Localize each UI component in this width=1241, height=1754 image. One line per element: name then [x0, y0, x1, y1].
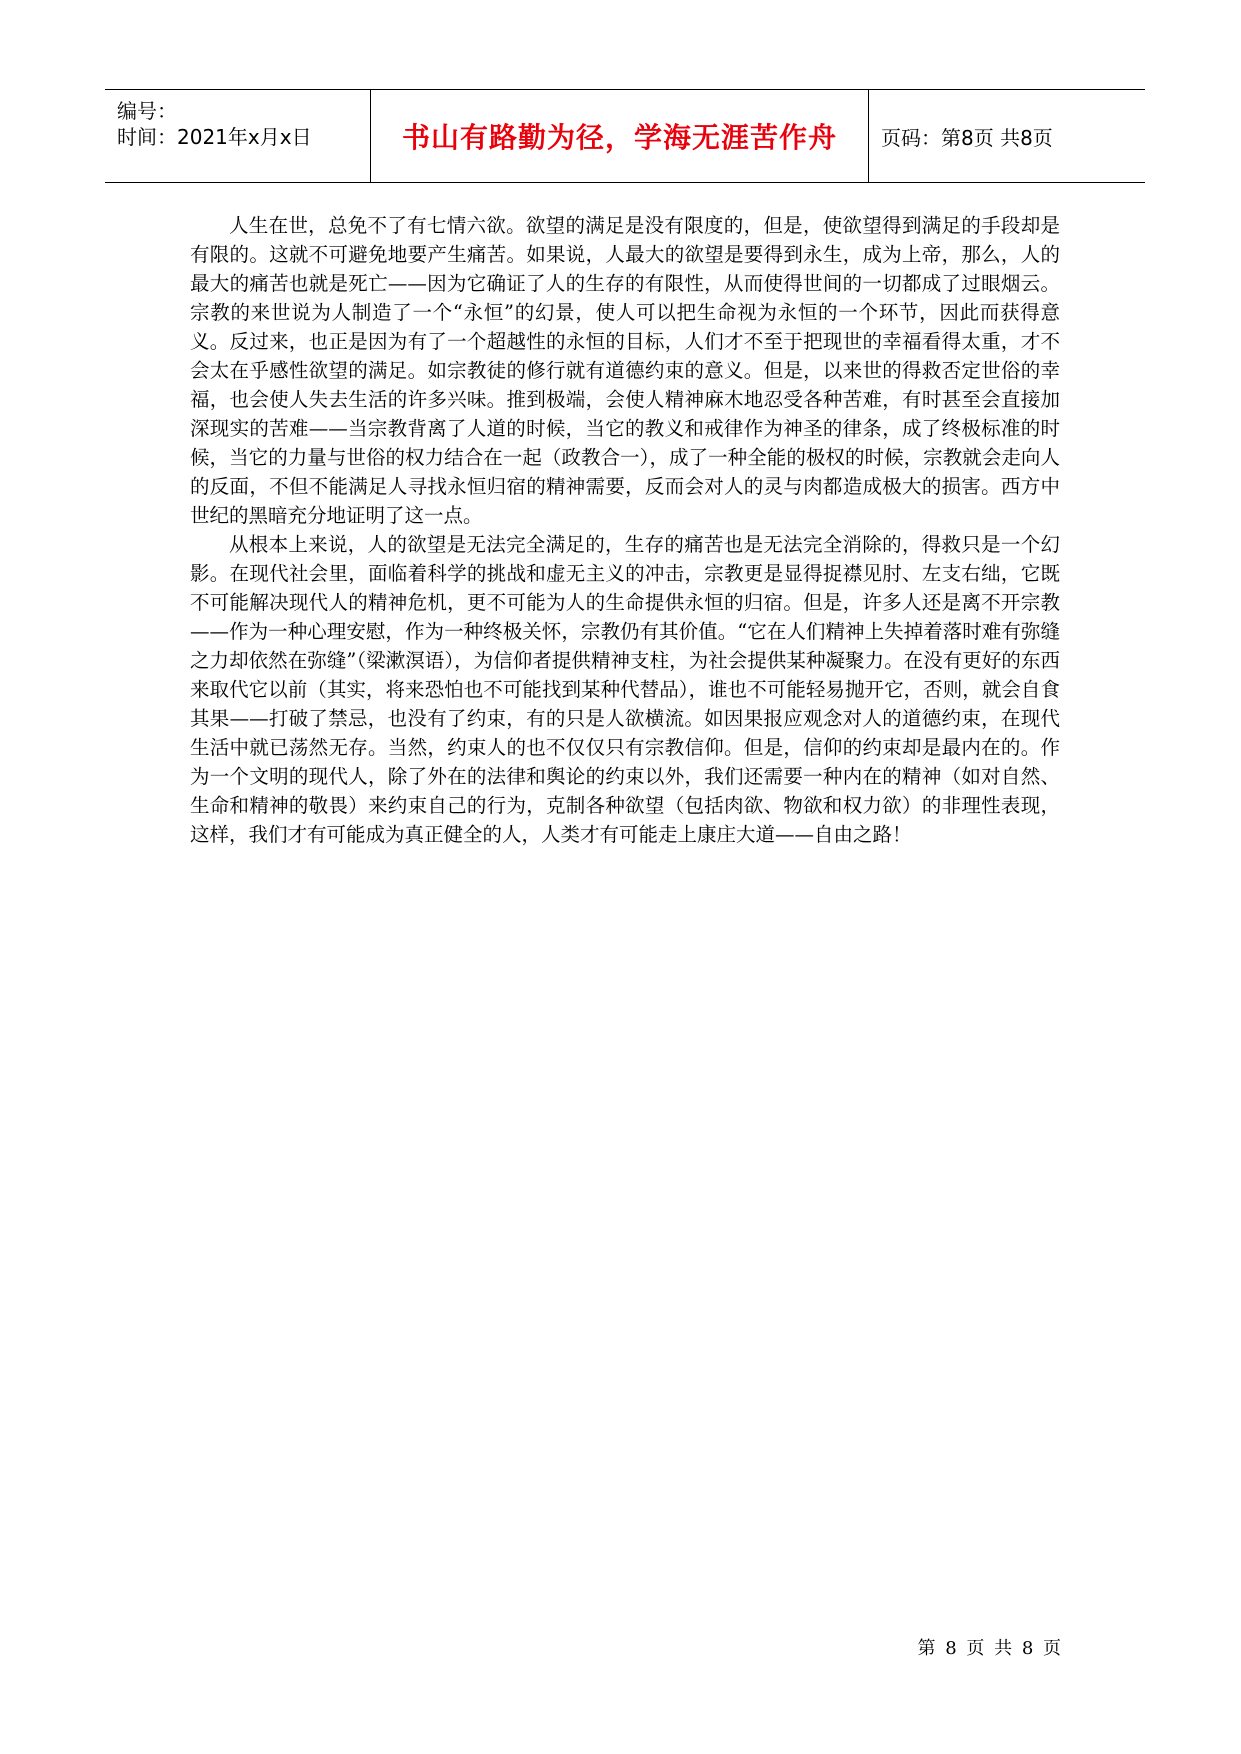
- page-header: [105, 89, 1145, 183]
- serial-number-label: 编号：: [117, 99, 177, 123]
- body-paragraph: 人生在世，总免不了有七情六欲。欲望的满足是没有限度的，但是，使欲望得到满足的手段却是有限的。这就不可避免地要产生痛苦。如果说，人最大的欲望是要得到永生，成为上帝，那么，人的最大的痛苦也就是死亡——因为它确证了人的生存的有限性，从而使得世间的一切都成了过眼烟云。宗教的来世说为人制造了一个“永恒”的幻景，使人可以把生命视为永恒的一个环节，因此而获得意义。反过来，也正是因为有了一个超越性的永恒的目标，人们才不至于把现世的幸福看得太重，才不会太在乎感性欲望的满足。如宗教徒的修行就有道德约束的意义。但是，以来世的得救否定世俗的幸福，也会使人失去生活的许多兴味。推到极端，会使人精神麻木地忍受各种苦难，有时甚至会直接加深现实的苦难——当宗教背离了人道的时候，当它的教义和戒律作为神圣的律条，成了终极标准的时候，当它的力量与世俗的权力结合在一起（政教合一），成了一种全能的极权的时候，宗教就会走向人的反面，不但不能满足人寻找永恒归宿的精神需要，反而会对人的灵与肉都造成极大的损害。西方中世纪的黑暗充分地证明了这一点。: [190, 214, 1060, 527]
- header-page-number: 页码：第8页 共8页: [881, 125, 1053, 150]
- motto-text: 书山有路勤为径，学海无涯苦作舟: [401, 121, 837, 154]
- body-paragraph: 从根本上来说，人的欲望是无法完全满足的，生存的痛苦也是无法完全消除的，得救只是一个幻影。在现代社会里，面临着科学的挑战和虚无主义的冲击，宗教更是显得捉襟见肘、左支右绌，它既不可能解决现代人的精神危机，更不可能为人的生命提供永恒的归宿。但是，许多人还是离不开宗教——作为一种心理安慰，作为一种终极关怀，宗教仍有其价值。“它在人们精神上失掉着落时难有弥缝之力却依然在弥缝”（梁漱溟语），为信仰者提供精神支柱，为社会提供某种凝聚力。在没有更好的东西来取代它以前（其实，将来恐怕也不可能找到某种代替品），谁也不可能轻易抛开它，否则，就会自食其果——打破了禁忌，也没有了约束，有的只是人欲横流。如因果报应观念对人的道德约束，在现代生活中就已荡然无存。当然，约束人的也不仅仅只有宗教信仰。但是，信仰的约束却是最内在的。作为一个文明的现代人，除了外在的法律和舆论的约束以外，我们还需要一种内在的精神（如对自然、生命和精神的敬畏）来约束自己的行为，克制各种欲望（包括肉欲、物欲和权力欲）的非理性表现，这样，我们才有可能成为真正健全的人，人类才有可能走上康庄大道——自由之路！: [190, 533, 1060, 846]
- header-info-cell: [105, 90, 371, 182]
- header-page-cell: [869, 90, 1145, 182]
- document-body: [190, 211, 1060, 849]
- page-footer: 第 8 页 共 8 页: [917, 1638, 1063, 1659]
- date-label: 时间：2021年x月x日: [117, 125, 312, 149]
- header-motto-cell: [371, 90, 869, 182]
